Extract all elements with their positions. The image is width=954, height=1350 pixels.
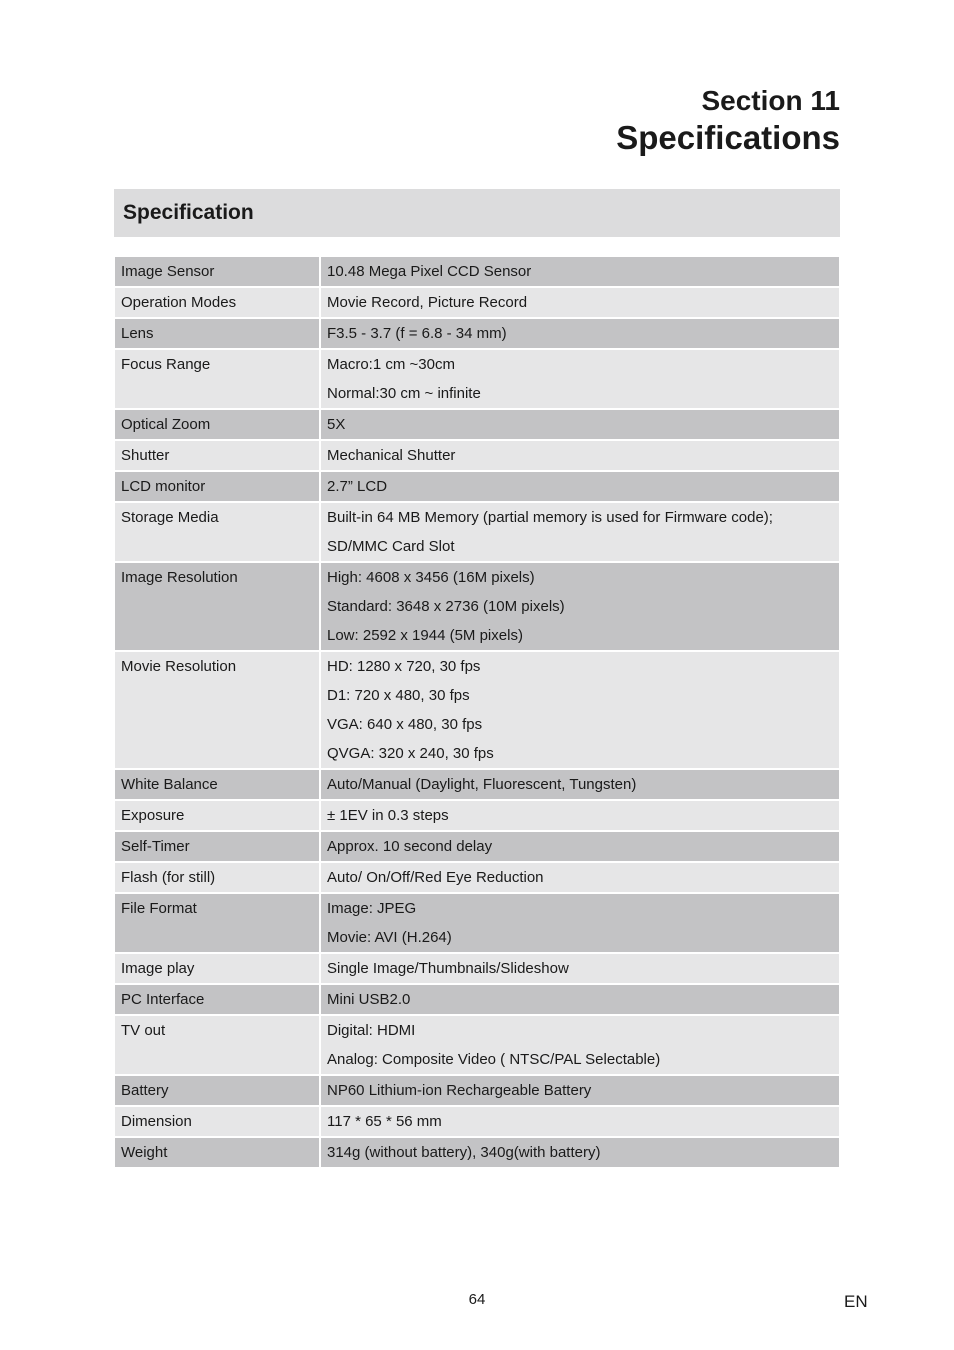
spec-row xyxy=(115,503,839,561)
spec-value: QVGA: 320 x 240, 30 fps xyxy=(327,745,494,762)
spec-value: High: 4608 x 3456 (16M pixels) xyxy=(327,569,535,586)
spec-banner-title: Specification xyxy=(123,201,254,224)
spec-value-cell xyxy=(321,1107,839,1136)
spec-value: D1: 720 x 480, 30 fps xyxy=(327,687,470,704)
spec-value-cell xyxy=(321,350,839,408)
spec-value: NP60 Lithium-ion Rechargeable Battery xyxy=(327,1082,592,1099)
spec-value-cell xyxy=(321,563,839,650)
spec-value-cell xyxy=(321,503,839,561)
spec-value: Mini USB2.0 xyxy=(327,991,411,1008)
spec-row xyxy=(115,257,839,286)
spec-value: Normal:30 cm ~ infinite xyxy=(327,385,481,402)
spec-row xyxy=(115,985,839,1014)
spec-value: Auto/Manual (Daylight, Fluorescent, Tungsten) xyxy=(327,776,637,793)
spec-key: File Format xyxy=(115,894,319,952)
section-header xyxy=(616,84,840,158)
spec-key: LCD monitor xyxy=(115,472,319,501)
spec-table-body xyxy=(115,257,839,1167)
spec-value-cell xyxy=(321,472,839,501)
spec-row xyxy=(115,652,839,768)
spec-key: Lens xyxy=(115,319,319,348)
spec-value: 2.7” LCD xyxy=(327,478,388,495)
spec-value: Approx. 10 second delay xyxy=(327,838,493,855)
spec-row xyxy=(115,954,839,983)
spec-row xyxy=(115,863,839,892)
spec-value-cell xyxy=(321,652,839,768)
spec-key: White Balance xyxy=(115,770,319,799)
spec-value-cell xyxy=(321,863,839,892)
spec-value-cell xyxy=(321,441,839,470)
spec-table xyxy=(113,255,841,1169)
spec-row xyxy=(115,1076,839,1105)
spec-value: 5X xyxy=(327,416,346,433)
spec-key: Optical Zoom xyxy=(115,410,319,439)
spec-value-cell xyxy=(321,319,839,348)
spec-value-cell xyxy=(321,1076,839,1105)
spec-row xyxy=(115,1138,839,1167)
spec-key: Battery xyxy=(115,1076,319,1105)
language-label: EN xyxy=(844,1292,868,1311)
spec-value: Analog: Composite Video ( NTSC/PAL Selectable) xyxy=(327,1051,661,1068)
spec-row xyxy=(115,832,839,861)
spec-value: F3.5 - 3.7 (f = 6.8 - 34 mm) xyxy=(327,325,507,342)
spec-value: Standard: 3648 x 2736 (10M pixels) xyxy=(327,598,565,615)
spec-row xyxy=(115,410,839,439)
spec-row xyxy=(115,288,839,317)
spec-row xyxy=(115,801,839,830)
spec-value-cell xyxy=(321,257,839,286)
spec-row xyxy=(115,770,839,799)
spec-value-cell xyxy=(321,985,839,1014)
spec-value: 117 * 65 * 56 mm xyxy=(327,1113,442,1130)
spec-key: Dimension xyxy=(115,1107,319,1136)
spec-row xyxy=(115,319,839,348)
spec-key: Movie Resolution xyxy=(115,652,319,768)
spec-value-cell xyxy=(321,801,839,830)
spec-value: Digital: HDMI xyxy=(327,1022,416,1039)
spec-row xyxy=(115,563,839,650)
spec-value: Auto/ On/Off/Red Eye Reduction xyxy=(327,869,544,886)
spec-value-cell xyxy=(321,1016,839,1074)
spec-key: TV out xyxy=(115,1016,319,1074)
spec-value-cell xyxy=(321,770,839,799)
spec-row xyxy=(115,1107,839,1136)
spec-value-cell xyxy=(321,1138,839,1167)
spec-value: Mechanical Shutter xyxy=(327,447,456,464)
spec-key: Image Sensor xyxy=(115,257,319,286)
spec-key: Image play xyxy=(115,954,319,983)
spec-value: Single Image/Thumbnails/Slideshow xyxy=(327,960,569,977)
spec-key: Shutter xyxy=(115,441,319,470)
spec-key: Image Resolution xyxy=(115,563,319,650)
spec-value: Built-in 64 MB Memory (partial memory is used for Firmware code); xyxy=(327,509,773,526)
spec-value: Low: 2592 x 1944 (5M pixels) xyxy=(327,627,523,644)
spec-key: Operation Modes xyxy=(115,288,319,317)
spec-key: Focus Range xyxy=(115,350,319,408)
spec-value: ± 1EV in 0.3 steps xyxy=(327,807,449,824)
spec-value-cell xyxy=(321,288,839,317)
spec-row xyxy=(115,1016,839,1074)
spec-key: Exposure xyxy=(115,801,319,830)
spec-banner xyxy=(114,189,840,237)
spec-value: 10.48 Mega Pixel CCD Sensor xyxy=(327,263,532,280)
spec-row xyxy=(115,472,839,501)
spec-key: Self-Timer xyxy=(115,832,319,861)
spec-value: SD/MMC Card Slot xyxy=(327,538,455,555)
spec-value: Image: JPEG xyxy=(327,900,417,917)
spec-value: 314g (without battery), 340g(with battery) xyxy=(327,1144,601,1161)
spec-key: Flash (for still) xyxy=(115,863,319,892)
section-number: Section 11 xyxy=(701,85,840,116)
spec-value: Movie: AVI (H.264) xyxy=(327,929,452,946)
spec-value-cell xyxy=(321,954,839,983)
section-title: Specifications xyxy=(616,119,840,156)
spec-key: Storage Media xyxy=(115,503,319,561)
spec-value-cell xyxy=(321,410,839,439)
spec-key: Weight xyxy=(115,1138,319,1167)
spec-value: VGA: 640 x 480, 30 fps xyxy=(327,716,483,733)
spec-value: HD: 1280 x 720, 30 fps xyxy=(327,658,481,675)
spec-row xyxy=(115,441,839,470)
spec-value-cell xyxy=(321,832,839,861)
spec-row xyxy=(115,894,839,952)
spec-value: Macro:1 cm ~30cm xyxy=(327,356,455,373)
spec-value: Movie Record, Picture Record xyxy=(327,294,528,311)
spec-row xyxy=(115,350,839,408)
spec-key: PC Interface xyxy=(115,985,319,1014)
page-number: 64 xyxy=(468,1291,486,1308)
spec-value-cell xyxy=(321,894,839,952)
